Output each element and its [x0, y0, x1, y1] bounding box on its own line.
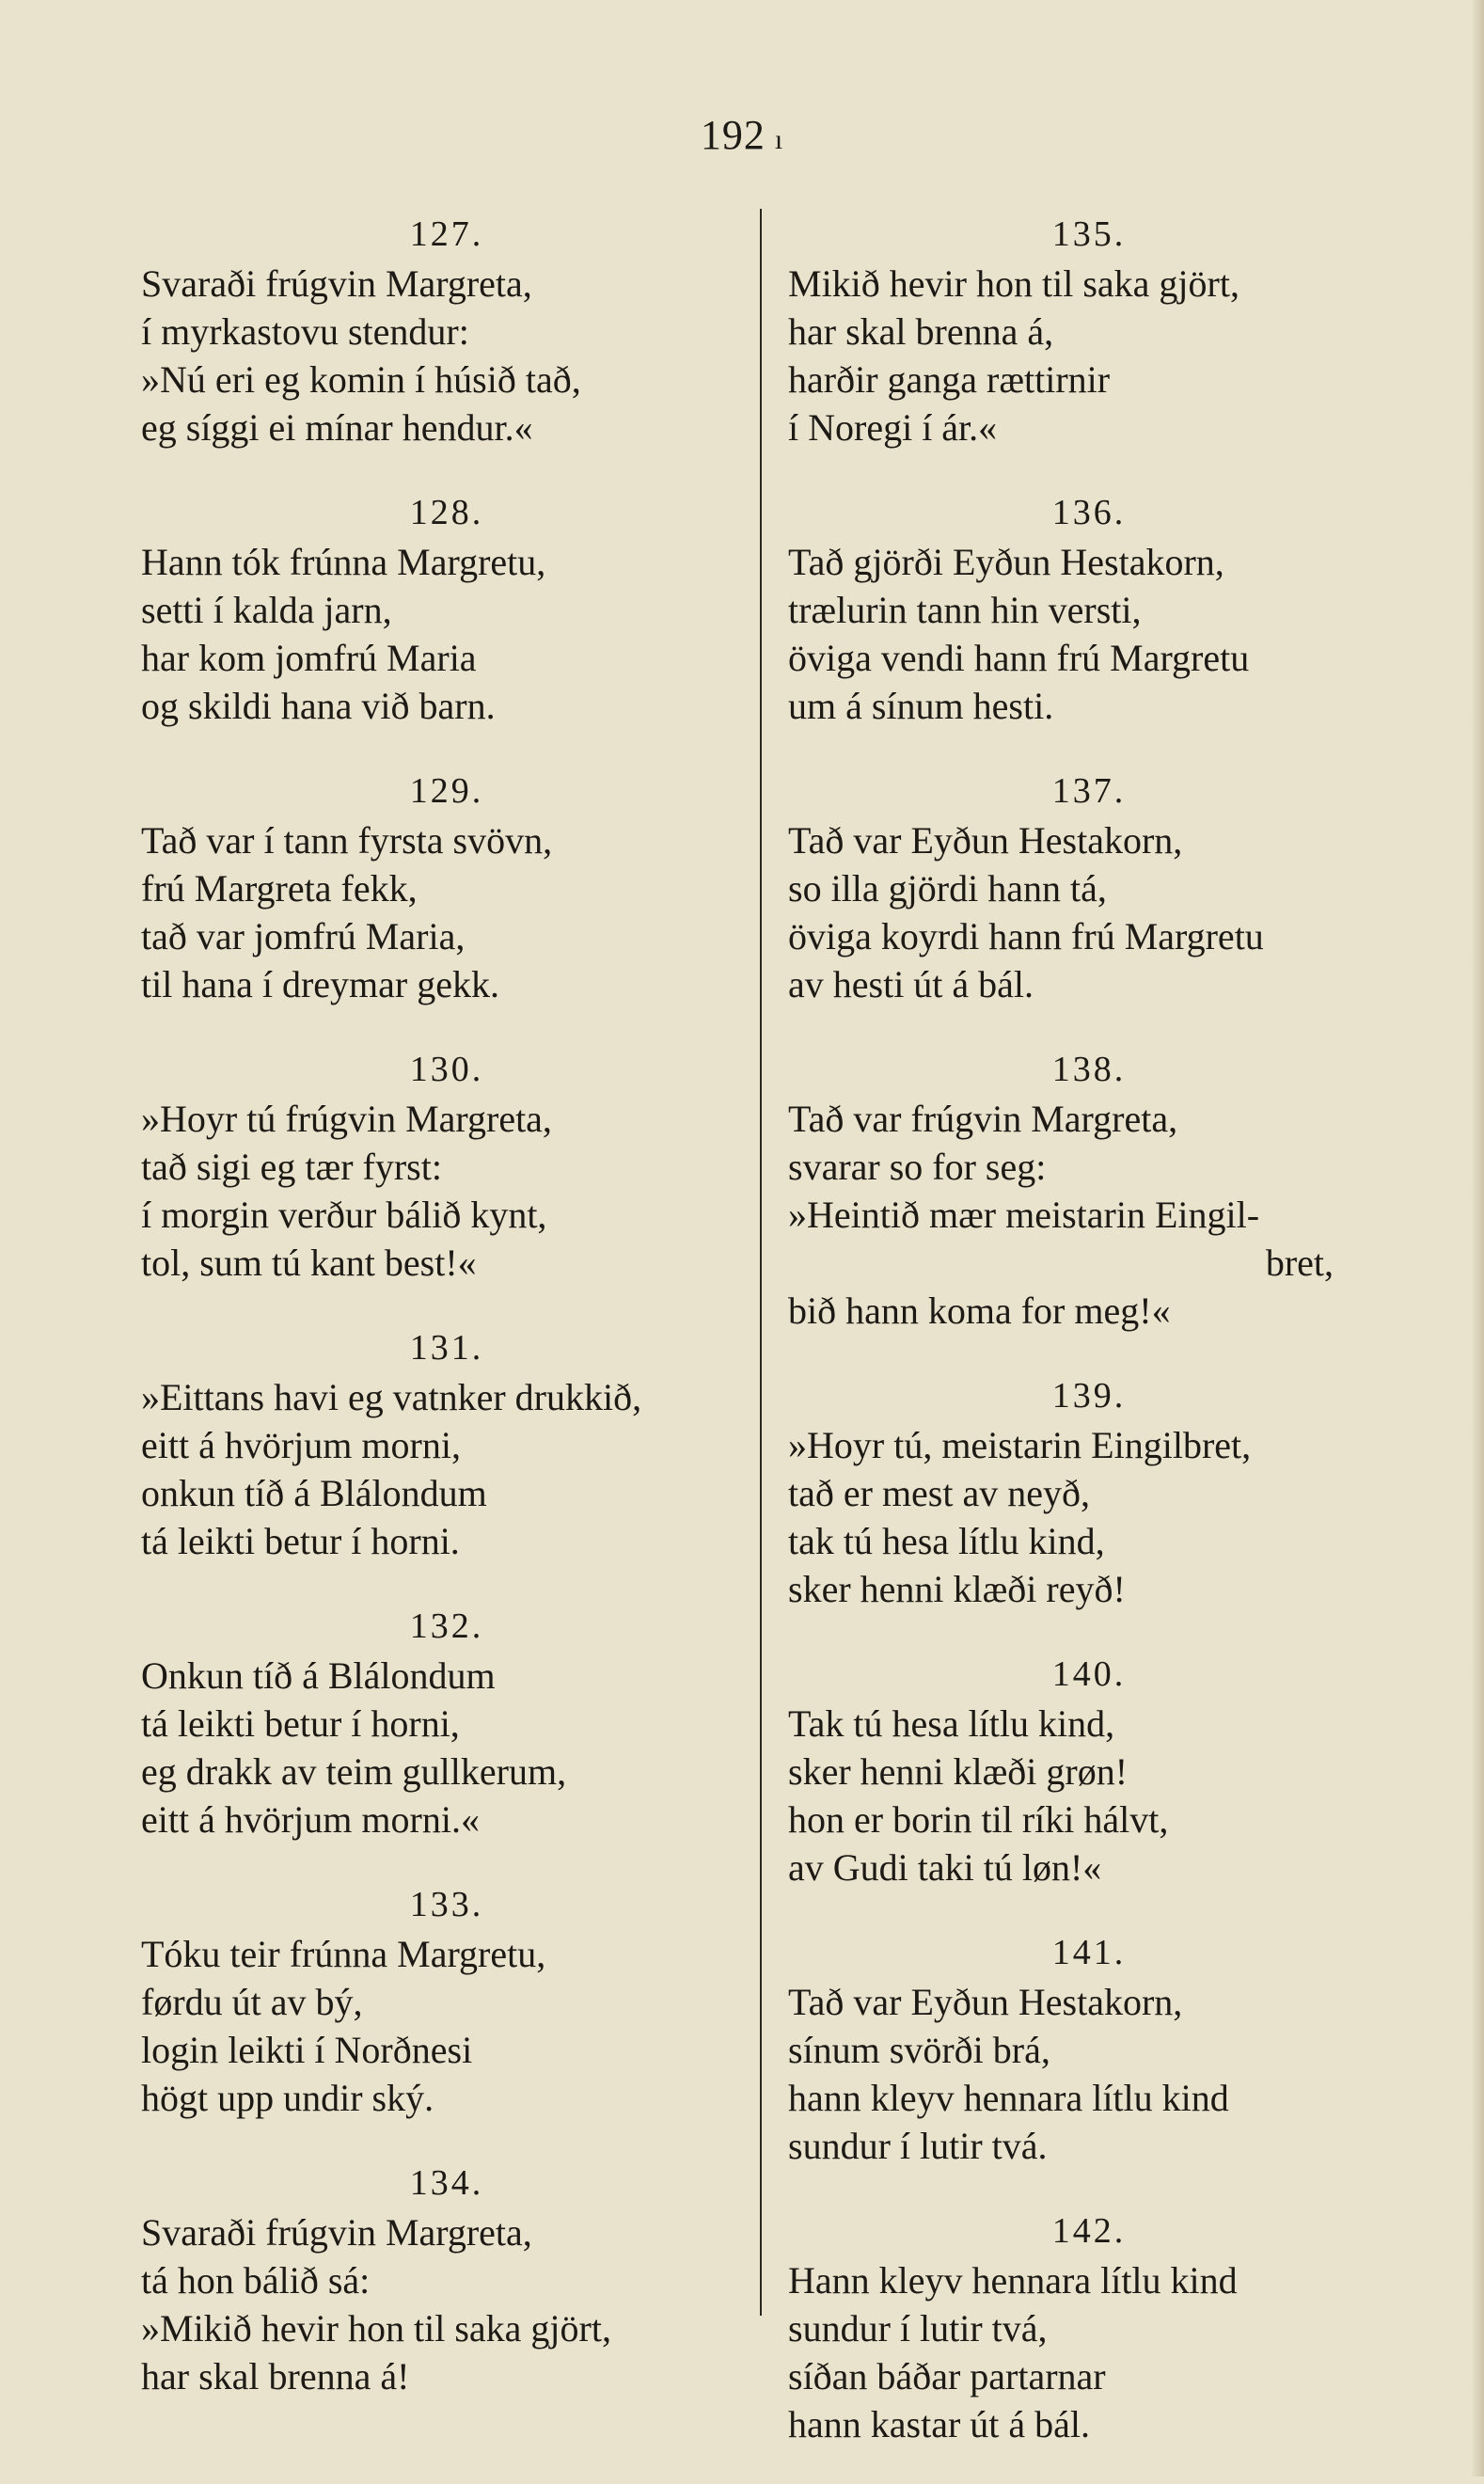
stanza — [788, 766, 1390, 1008]
stanza-number: 140. — [1051, 1654, 1127, 1694]
page-edge-shadow — [1471, 0, 1484, 2476]
stanza — [788, 1927, 1390, 2170]
verse-line: Tað var Eyðun Hestakorn, — [788, 1981, 1183, 2023]
verse-line: eg drakk av teim gullkerum, — [141, 1750, 567, 1793]
stanza — [788, 1649, 1390, 1891]
verse-line: frú Margreta fekk, — [141, 867, 418, 910]
stanza — [788, 1044, 1390, 1335]
verse-line: tað er mest av neyð, — [788, 1472, 1090, 1514]
stanza-number: 127. — [409, 214, 484, 254]
verse-line: av Gudi taki tú løn!« — [788, 1846, 1102, 1889]
verse-line: sundur í lutir tvá. — [788, 2125, 1048, 2167]
stanza-number: 133. — [409, 1885, 484, 1924]
stanza — [141, 1601, 752, 1843]
verse-line: trælurin tann hin versti, — [788, 589, 1142, 631]
stanza — [788, 2206, 1390, 2448]
stanza-number: 136. — [1051, 493, 1127, 532]
verse-line: til hana í dreymar gekk. — [141, 963, 499, 1005]
verse-line: Tað var frúgvin Margreta, — [788, 1098, 1178, 1140]
verse-line: og skildi hana við barn. — [141, 685, 496, 727]
left-column — [141, 209, 752, 2436]
verse-line: onkun tíð á Blálondum — [141, 1472, 487, 1514]
stanza-number: 130. — [409, 1050, 484, 1089]
verse-line: »Hoyr tú frúgvin Margreta, — [141, 1098, 552, 1140]
verse-line: tá hon bálið sá: — [141, 2259, 371, 2302]
stanza-number: 138. — [1051, 1050, 1127, 1089]
page-number-value: 192 — [700, 112, 766, 158]
stanza-number: 139. — [1051, 1376, 1127, 1416]
verse-line: av hesti út á bál. — [788, 963, 1034, 1005]
verse-line: hon er borin til ríki hálvt, — [788, 1798, 1169, 1841]
verse-line: hann kastar út á bál. — [788, 2403, 1090, 2445]
verse-line: Hann kleyv hennara lítlu kind — [788, 2259, 1238, 2302]
verse-line: »Mikið hevir hon til saka gjört, — [141, 2307, 611, 2350]
verse-line: sker henni klæði grøn! — [788, 1750, 1129, 1793]
verse-line: bret, — [1265, 1242, 1334, 1284]
verse-line: Tak tú hesa lítlu kind, — [788, 1702, 1115, 1745]
stanza-number: 137. — [1051, 771, 1127, 811]
verse-line: Tóku teir frúnna Margretu, — [141, 1933, 546, 1975]
verse-line: í Noregi í ár.« — [788, 406, 998, 449]
verse-line: tá leikti betur í horni. — [141, 1520, 460, 1562]
verse-line: í myrkastovu stendur: — [141, 310, 469, 353]
stanza — [141, 2158, 752, 2400]
stanza-number: 142. — [1051, 2211, 1127, 2251]
verse-line: tak tú hesa lítlu kind, — [788, 1520, 1105, 1562]
verse-line: öviga koyrdi hann frú Margretu — [788, 915, 1264, 957]
verse-line: síðan báðar partarnar — [788, 2355, 1106, 2397]
verse-line: hann kleyv hennara lítlu kind — [788, 2077, 1229, 2119]
stanza — [141, 766, 752, 1008]
verse-line: setti í kalda jarn, — [141, 589, 392, 631]
verse-line: tað sigi eg tær fyrst: — [141, 1146, 442, 1188]
verse-line: »Nú eri eg komin í húsið tað, — [141, 358, 581, 401]
verse-line: Tað var Eyðun Hestakorn, — [788, 819, 1183, 862]
stanza-number: 134. — [409, 2163, 484, 2203]
verse-line: »Eittans havi eg vatnker drukkið, — [141, 1376, 642, 1418]
verse-line: Hann tók frúnna Margretu, — [141, 541, 546, 583]
verse-line: tað var jomfrú Maria, — [141, 915, 466, 957]
page-mark: ı — [774, 124, 784, 155]
stanza-number: 129. — [409, 771, 484, 811]
verse-line: »Heintið mær meistarin Eingil- — [788, 1194, 1260, 1236]
stanza-number: 135. — [1051, 214, 1127, 254]
verse-line: sínum svörði brá, — [788, 2029, 1050, 2071]
verse-line: eitt á hvörjum morni, — [141, 1424, 461, 1466]
column-divider — [760, 209, 762, 2316]
stanza — [141, 1044, 752, 1287]
stanza — [788, 487, 1390, 730]
stanza-number: 132. — [409, 1606, 484, 1646]
verse-line: eg síggi ei mínar hendur.« — [141, 406, 533, 449]
verse-line: Onkun tíð á Blálondum — [141, 1654, 496, 1697]
verse-line: Tað var í tann fyrsta svövn, — [141, 819, 553, 862]
verse-line: Tað gjörði Eyðun Hestakorn, — [788, 541, 1224, 583]
verse-line: har skal brenna á, — [788, 310, 1054, 353]
verse-line: har kom jomfrú Maria — [141, 637, 477, 679]
verse-line: login leikti í Norðnesi — [141, 2029, 473, 2071]
verse-line: eitt á hvörjum morni.« — [141, 1798, 480, 1841]
verse-line: Svaraði frúgvin Margreta, — [141, 2211, 532, 2254]
verse-line: so illa gjördi hann tá, — [788, 867, 1107, 910]
verse-line: sker henni klæði reyð! — [788, 1568, 1126, 1610]
verse-line: har skal brenna á! — [141, 2355, 410, 2397]
stanza-number: 131. — [409, 1328, 484, 1368]
verse-line: Mikið hevir hon til saka gjört, — [788, 262, 1239, 305]
verse-line: svarar so for seg: — [788, 1146, 1047, 1188]
stanza — [788, 1370, 1390, 1613]
verse-line: í morgin verður bálið kynt, — [141, 1194, 547, 1236]
verse-line: sundur í lutir tvá, — [788, 2307, 1048, 2350]
stanza — [141, 209, 752, 451]
verse-line: högt upp undir ský. — [141, 2077, 434, 2119]
verse-line: »Hoyr tú, meistarin Eingilbret, — [788, 1424, 1252, 1466]
stanza — [141, 487, 752, 730]
stanza-number: 141. — [1051, 1933, 1127, 1972]
stanza — [788, 209, 1390, 451]
verse-line: um á sínum hesti. — [788, 685, 1054, 727]
verse-line: Svaraði frúgvin Margreta, — [141, 262, 532, 305]
stanza — [141, 1322, 752, 1565]
page-number — [0, 111, 1484, 159]
stanza-number: 128. — [409, 493, 484, 532]
verse-line: tá leikti betur í horni, — [141, 1702, 460, 1745]
verse-line: førdu út av bý, — [141, 1981, 363, 2023]
verse-line: harðir ganga rættirnir — [788, 358, 1111, 401]
verse-line: öviga vendi hann frú Margretu — [788, 637, 1250, 679]
verse-line: bið hann koma for meg!« — [788, 1289, 1171, 1332]
right-column — [788, 209, 1390, 2484]
verse-line: tol, sum tú kant best!« — [141, 1242, 477, 1284]
stanza — [141, 1879, 752, 2122]
